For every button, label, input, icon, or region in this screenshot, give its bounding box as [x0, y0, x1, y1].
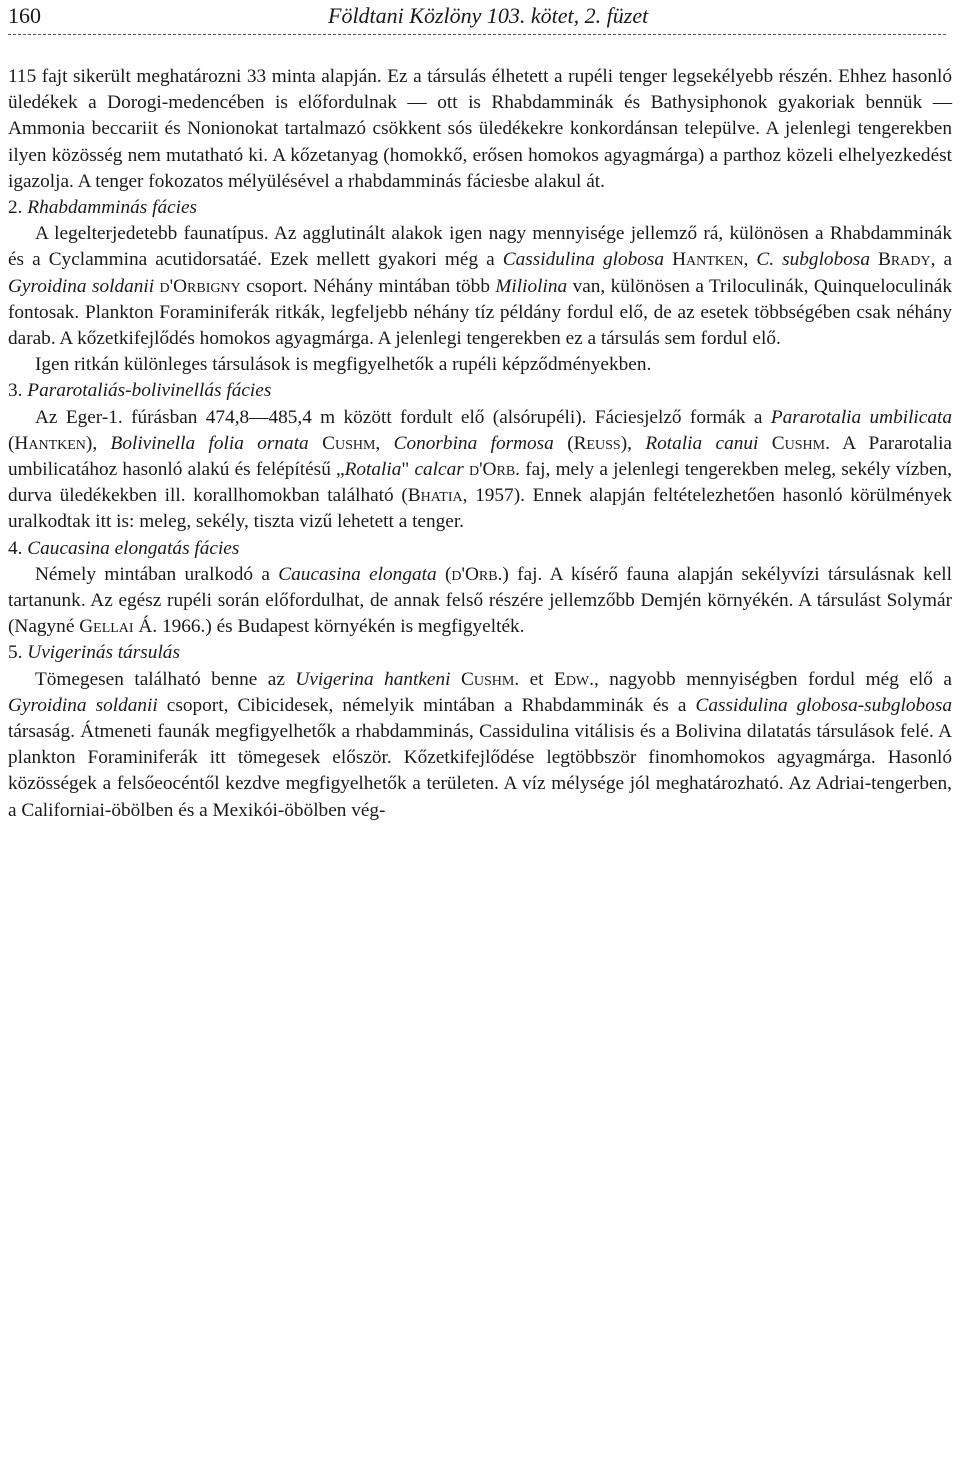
section-heading-4: 4. Caucasina elongatás fácies [8, 537, 240, 559]
section-heading-5: 5. Uvigerinás társulás [8, 642, 180, 664]
paragraph-5: Némely mintában uralkodó a Caucasina elongata (d'Orb.) faj. A kísérő fauna alapján sekélyvízi társulásnak kell tartanunk. Az egész rupéli során előfordulhat, de annak felső részére jellemzőbb Demjén környékén. A társulást Solymár (Nagyné Gellai Á. 1966.) és Budapest környékén is megfigyelték. [8, 563, 953, 638]
page-header [8, 0, 946, 35]
body-text [8, 64, 952, 824]
running-title: Földtani Közlöny 103. kötet, 2. füzet [328, 3, 649, 28]
section-heading-3: 3. Pararotaliás-bolivinellás fácies [8, 380, 272, 402]
paragraph-3: Igen ritkán különleges társulások is megfigyelhetők a rupéli képződményekben. [35, 354, 652, 376]
paragraph-4: Az Eger-1. fúrásban 474,8—485,4 m között fordult elő (alsórupéli). Fáciesjelző formák a Pararotalia umbilicata (Hantken), Bolivinella folia ornata Cushm, Conorbina formosa (Reuss), Rotalia canui Cushm. A Pararotalia umbilicatához hasonló alakú és felépítésű „Rotalia" calcar d'Orb. faj, mely a jelenlegi tengerekben meleg, sekély vízben, durva üledékekben ill. korallhomokban található (Bhatia, 1957). Ennek alapján feltételezhetően hasonló körülmények uralkodtak itt is: meleg, sekély, tiszta vizű lehetett a tenger. [8, 406, 952, 533]
section-heading-2: 2. Rhabdamminás fácies [8, 197, 198, 219]
page-number: 160 [8, 3, 41, 28]
paragraph-6: Tömegesen található benne az Uvigerina hantkeni Cushm. et Edw., nagyobb mennyiségben fordul még elő a Gyroidina soldanii csoport, Cibicidesek, némelyik mintában a Rhabdamminák és a Cassidulina globosa-subglobosa társaság. Átmeneti faunák megfigyelhetők a rhabdamminás, Cassidulina vitálisis és a Bolivina dilatatás társulások felé. A plankton Foraminiferák itt tömegesek először. Kőzetkifejlődése legtöbbször finomhomokos agyagmárga. Hasonló közösségek a felsőeocéntől kezdve megfigyelhetők a területen. A víz mélysége jól meghatározható. Az Adriai-tengerben, a Californiai-öbölben és a Mexikói-öbölben vég- [8, 668, 952, 821]
paragraph-2: A legelterjedetebb faunatípus. Az agglutinált alakok igen nagy mennyisége jellemző rá, különösen a Rhabdamminák és a Cyclammina acutidorsatáé. Ezek mellett gyakori még a Cassidulina globosa Hantken, C. subglobosa Brady, a Gyroidina soldanii d'Orbigny csoport. Néhány mintában több Miliolina van, különösen a Triloculinák, Quinqueloculinák fontosak. Plankton Foraminiferák ritkák, legfeljebb néhány tíz példány fordul elő, de az esetek többségében csak néhány darab. A kőzetkifejlődés homokos agyagmárga. A jelenlegi tengerekben ez a társulás sem fordul elő. [8, 223, 952, 350]
paragraph-1: 115 fajt sikerült meghatározni 33 minta alapján. Ez a társulás élhetett a rupéli tenger legsekélyebb részén. Ehhez hasonló üledékek a Dorogi-medencében is előfordulnak — ott is Rhabdamminák és Bathysiphonok gyakoriak bennük — Ammonia beccariit és Nonionokat tartalmazó csökkent sós üledékekre konkordánsan települve. A jelenlegi tengerekben ilyen közösség nem mutatható ki. A kőzetanyag (homokkő, erősen homokos agyagmárga) a parthoz közeli elhelyezkedést igazolja. A tenger fokozatos mélyülésével a rhabdamminás fáciesbe alakul át. [8, 66, 952, 192]
